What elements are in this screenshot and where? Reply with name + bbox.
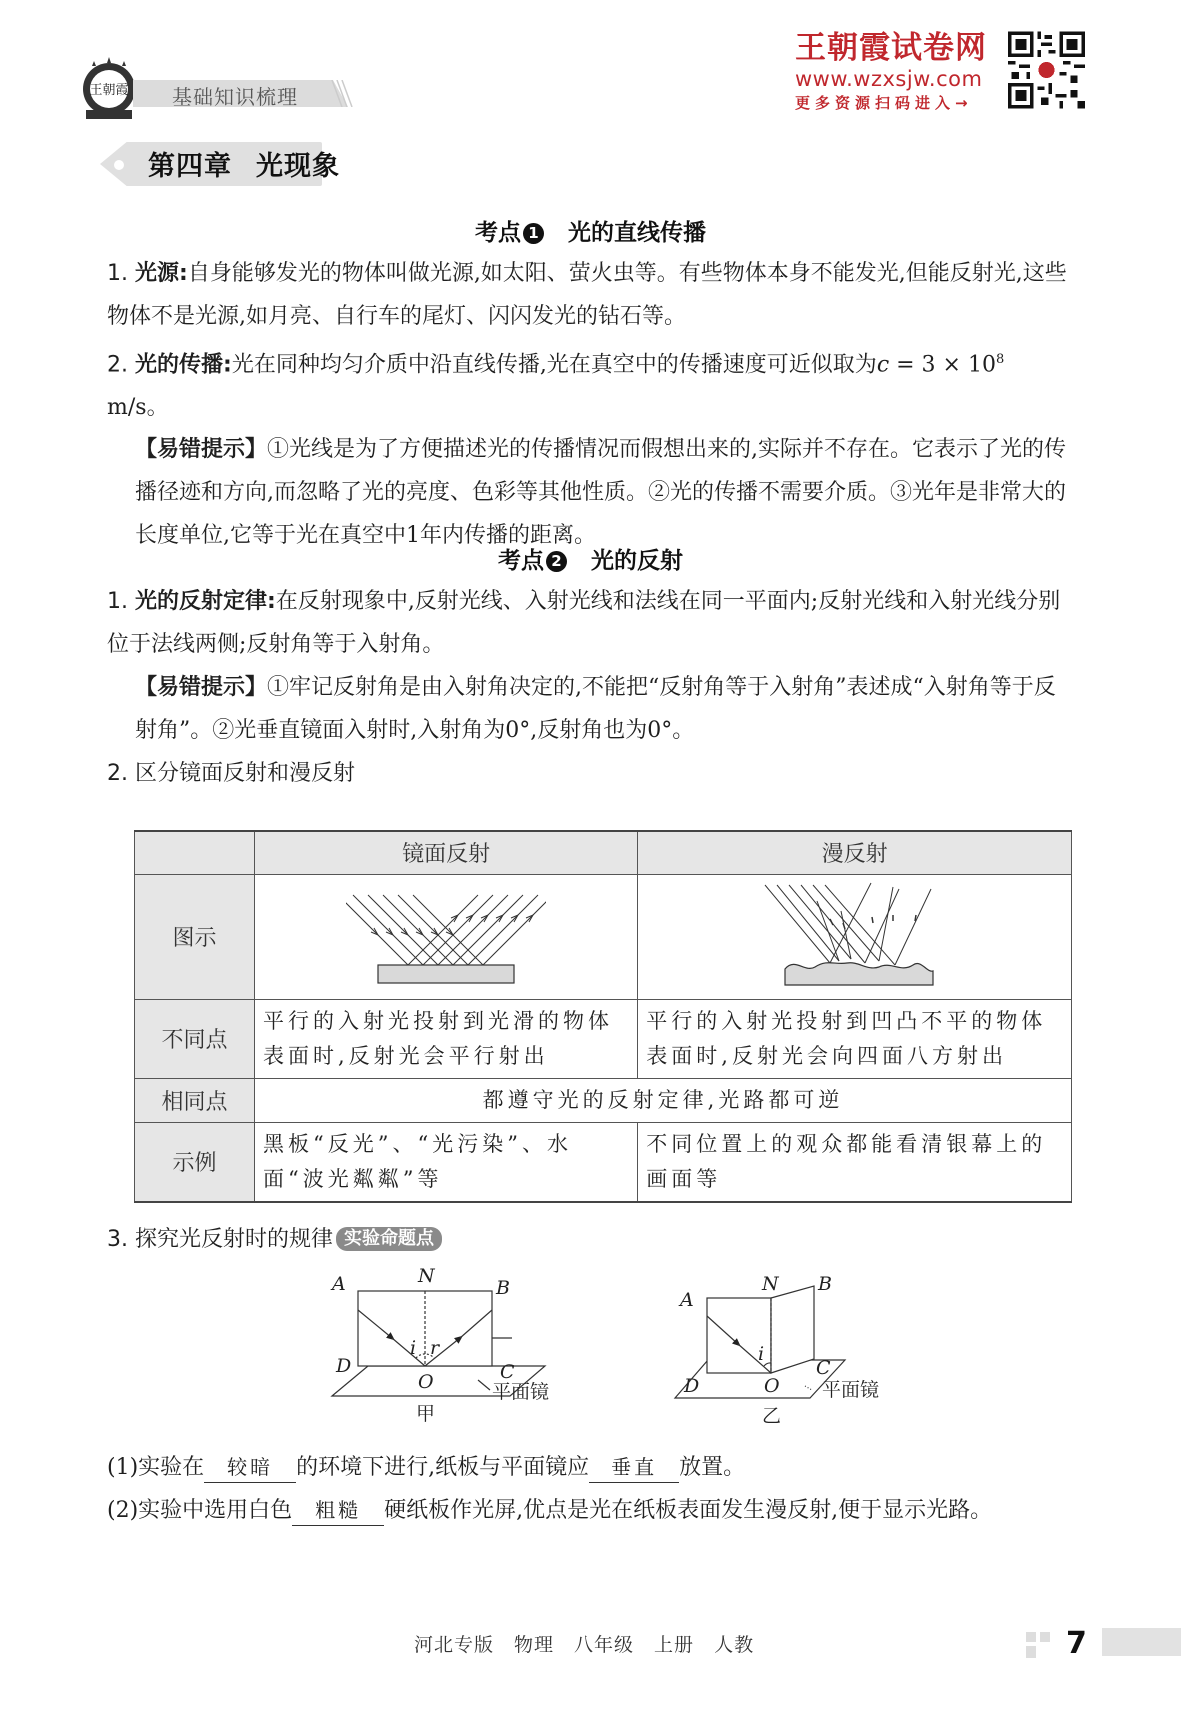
table-row-diagram [135,874,1072,999]
chapter-number: 第四章 [148,151,232,182]
table-row-similarities [135,1078,1072,1122]
label-N: N [418,1265,435,1287]
section-title: 光的反射 [591,548,683,574]
tip-label: 【易错提示】 [135,675,268,700]
footer-meta [414,1630,754,1657]
table-cell: 平行的入射光投射到光滑的物体表面时,反射光会平行射出 [255,999,638,1078]
row-header: 不同点 [135,999,255,1078]
svg-text:王朝霞: 王朝霞 [89,83,129,98]
brand-block[interactable] [795,30,1005,114]
item-compare-heading [107,752,1071,795]
section-heading-2 [0,542,1181,575]
chapter-title [148,144,340,183]
item-reflection-law [107,580,1071,666]
label-A: A [680,1289,694,1311]
wangzhaoxia-seal-logo-icon [80,55,138,125]
label-r: r [430,1337,440,1359]
chapter-tag-hole [114,160,124,170]
tip-box-1 [107,428,1071,557]
footer-decoration [1040,1632,1050,1642]
cardboard-screen-right-folded [771,1286,814,1373]
footer-publisher: 人教 [714,1634,755,1656]
item-lead: 光的反射定律: [135,589,276,614]
header-stripes-decoration [330,80,356,107]
table-header-row [135,831,1072,874]
experiment-tag-badge: 实验命题点 [336,1227,442,1251]
figure-jia-diagram [310,1262,570,1432]
table-corner-cell [135,831,255,874]
section-title: 光的直线传播 [568,220,706,246]
figure-yi-diagram [660,1262,910,1432]
label-O: O [418,1371,434,1393]
label-i: i [410,1337,417,1359]
chapter-name: 光现象 [256,151,340,182]
label-C: C [500,1361,515,1383]
column-header-diffuse: 漫反射 [638,831,1072,874]
formula-exponent: 8 [995,352,1005,367]
page-number: 7 [1066,1626,1087,1661]
question-text: (1)实验在 [107,1455,205,1480]
row-header: 示例 [135,1122,255,1202]
label-B: B [496,1277,510,1299]
item-experiment-heading [107,1218,1071,1261]
specular-reflection-diagram [346,877,546,992]
table-cell-merged: 都遵守光的反射定律,光路都可逆 [255,1078,1072,1122]
column-header-specular: 镜面反射 [255,831,638,874]
incident-ray [346,895,408,965]
brand-name: 王朝霞试卷网 [795,30,987,66]
section-heading-1 [0,214,1181,247]
item-lead: 区分镜面反射和漫反射 [135,761,356,786]
table-cell: 平行的入射光投射到凹凸不平的物体表面时,反射光会向四面八方射出 [638,999,1072,1078]
section-number-badge: 1 [523,223,544,244]
item-index: 3. [107,1227,128,1252]
question-text: (2)实验中选用白色 [107,1498,293,1523]
answer-blank[interactable]: 垂直 [589,1452,679,1483]
label-O: O [764,1375,780,1397]
item-light-propagation [107,338,1071,429]
label-N: N [762,1273,779,1295]
reflected-ray [483,895,546,965]
item-text: 自身能够发光的物体叫做光源,如太阳、萤火虫等。有些物体本身不能发光,但能反射光,这些物体不是光源,如月亮、自行车的尾灯、闪闪发光的钻石等。 [107,261,1067,329]
item-lead: 光源: [135,261,188,286]
brand-cta: 更多资源扫码进入→ [795,94,973,112]
reflection-comparison-table [134,830,1072,1203]
table-row-examples [135,1122,1072,1202]
label-C: C [816,1357,831,1379]
footer-volume: 上册 [654,1634,695,1656]
item-lead: 探究光反射时的规律 [135,1227,334,1252]
section-number-badge: 2 [546,551,567,572]
incident-ray [353,895,423,965]
formula-variable: c [876,352,890,378]
label-plane-mirror: 平面镜 [492,1381,550,1403]
figure-caption: 乙 [762,1405,782,1427]
label-B: B [818,1273,832,1295]
table-cell: 黑板“反光”、“光污染”、水面“波光粼粼”等 [255,1122,638,1202]
tip-text: ①牢记反射角是由入射角决定的,不能把“反射角等于入射角”表述成“入射角等于反射角”。②光垂直镜面入射时,入射角为0°,反射角也为0°。 [135,675,1056,743]
table-row-differences [135,999,1072,1078]
label-D: D [336,1355,352,1377]
label-i: i [758,1343,765,1365]
item-lead: 光的传播: [135,352,232,378]
answer-blank[interactable]: 粗糙 [292,1495,384,1526]
qr-code-icon[interactable] [1008,30,1085,110]
formula-unit: m/s。 [107,395,169,421]
label-plane-mirror: 平面镜 [822,1379,880,1401]
row-header: 图示 [135,874,255,999]
smooth-surface [378,965,514,983]
header-section-label: 基础知识梳理 [172,85,298,109]
question-text: 硬纸板作光屏,优点是光在纸板表面发生漫反射,便于显示光路。 [384,1498,993,1523]
footer-subject: 物理 [514,1634,555,1656]
specular-reflection-diagram-cell [255,874,638,999]
section-prefix: 考点 [498,548,544,574]
diffuse-reflection-diagram [755,877,955,992]
item-light-source [107,252,1071,338]
reflected-ray [468,895,538,965]
item-text: 在反射现象中,反射光线、入射光线和法线在同一平面内;反射光线和入射光线分别位于法线两侧;反射角等于入射角。 [107,589,1061,657]
footer-edition: 河北专版 [414,1634,495,1656]
tip-box-2 [107,666,1071,752]
row-header: 相同点 [135,1078,255,1122]
reflected-ray [453,895,523,965]
label-A: A [332,1273,346,1295]
question-text: 的环境下进行,纸板与平面镜应 [296,1455,590,1480]
section-prefix: 考点 [475,220,521,246]
question-1 [107,1446,1071,1489]
question-2 [107,1489,1071,1532]
question-text: 放置。 [679,1455,746,1480]
label-D: D [684,1375,700,1397]
item-text: 光在同种均匀介质中沿直线传播,光在真空中的传播速度可近似取为 [231,352,877,378]
tip-label: 【易错提示】 [135,437,268,462]
table-cell: 不同位置上的观众都能看清银幕上的画面等 [638,1122,1072,1202]
figure-caption: 甲 [416,1403,436,1425]
footer-decoration [1026,1646,1036,1658]
footer-grade: 八年级 [574,1634,635,1656]
formula-eq: = 3 × 10 [889,352,996,378]
item-index: 1. [107,261,128,286]
incident-ray [368,895,438,965]
footer-bar-decoration [1102,1628,1181,1656]
answer-blank[interactable]: 较暗 [204,1452,296,1483]
rough-surface [785,962,933,984]
item-index: 1. [107,589,128,614]
footer-decoration [1026,1632,1036,1642]
item-index: 2. [107,761,128,786]
tip-text: ①光线是为了方便描述光的传播情况而假想出来的,实际并不存在。它表示了光的传播径迹和方向,而忽略了光的亮度、色彩等其他性质。②光的传播不需要介质。③光年是非常大的长度单位,它等于光在真空中1年内传播的距离。 [135,437,1067,548]
diffuse-reflection-diagram-cell [638,874,1072,999]
brand-url-link[interactable]: www.wzxsjw.com [795,67,983,91]
item-index: 2. [107,352,128,378]
